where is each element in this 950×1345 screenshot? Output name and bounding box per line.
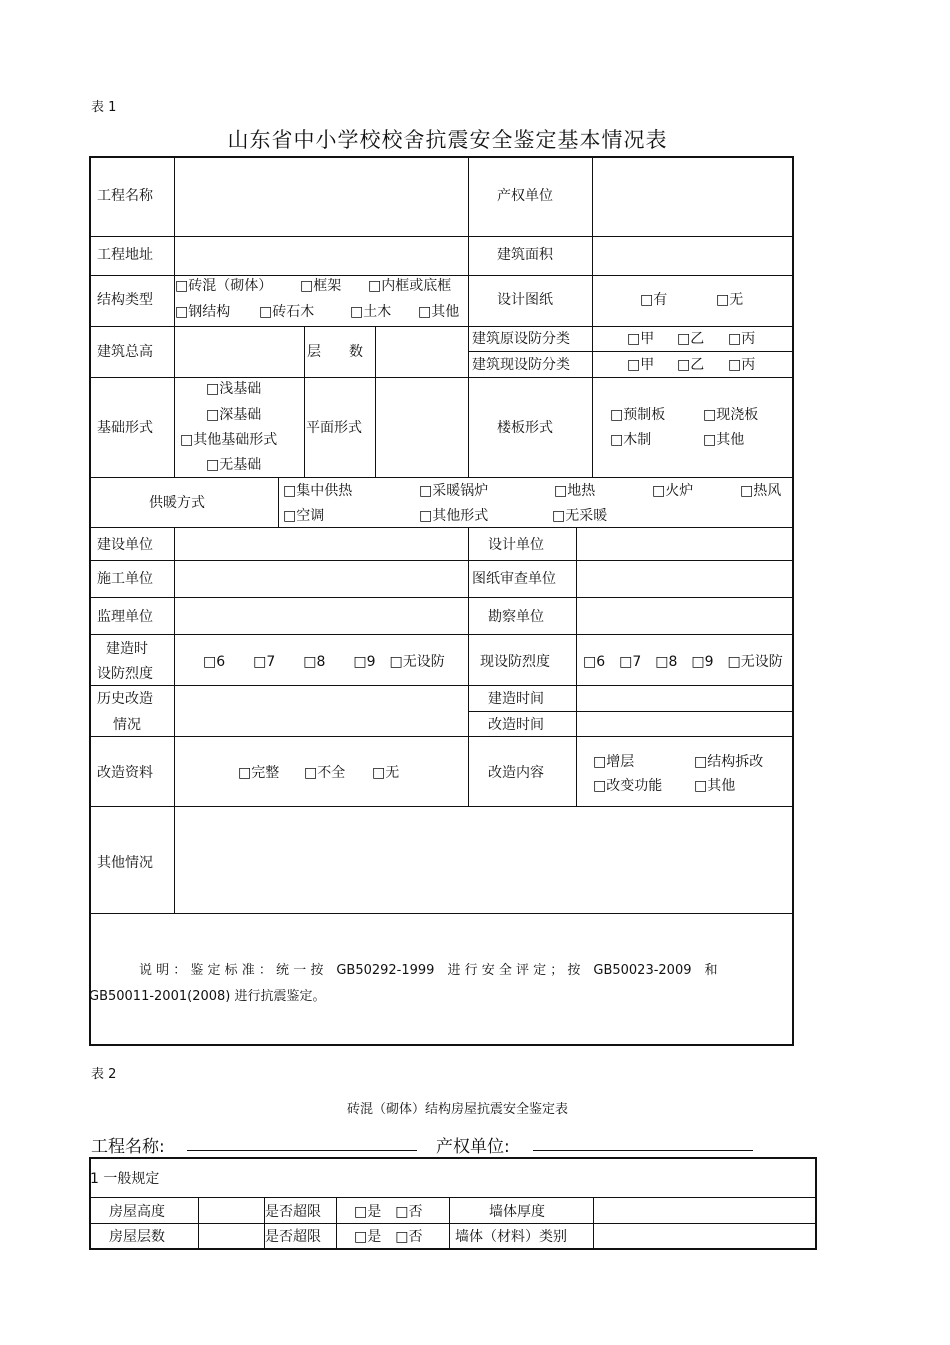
- page-title: 山东省中小学校校舍抗震安全鉴定基本情况表: [227, 128, 668, 152]
- label-address: 工程地址: [97, 247, 153, 263]
- label-wall-thickness: 墙体厚度: [489, 1204, 545, 1220]
- opt-stove[interactable]: □火炉: [652, 483, 694, 499]
- label-constructor: 施工单位: [97, 571, 153, 587]
- label-build-time: 建造时间: [488, 691, 544, 707]
- note-line-1: 说 明 ： 鉴 定 标 准 ： 统 一 按 GB50292-1999 进 行 安 全 评 定 ； 按 GB50023-2009 和: [139, 963, 718, 978]
- label-floor-slab: 楼板形式: [497, 420, 553, 436]
- opt-hot-air[interactable]: □热风: [740, 483, 782, 499]
- opt-curr-c[interactable]: □丙: [728, 357, 756, 373]
- opt-orig-b[interactable]: □乙: [677, 331, 705, 347]
- label-owner: 产权单位: [497, 188, 553, 204]
- opt-precast[interactable]: □预制板: [610, 407, 666, 423]
- label-renovate-time: 改造时间: [488, 717, 544, 733]
- opt-exceed-2[interactable]: □是 □否: [354, 1229, 423, 1245]
- section-general: 1 一般规定: [90, 1171, 160, 1187]
- label-orig-fortify: 建筑原设防分类: [472, 331, 570, 347]
- opt-central-heating[interactable]: □集中供热: [283, 483, 353, 499]
- opt-aircon[interactable]: □空调: [283, 508, 325, 524]
- opt-structure-other[interactable]: □其他: [418, 304, 460, 320]
- table1-label: 表 1: [91, 100, 117, 115]
- opt-function-change[interactable]: □改变功能: [593, 778, 663, 794]
- table2-owner-label: 产权单位:: [436, 1137, 510, 1157]
- table2-title: 砖混（砌体）结构房屋抗震安全鉴定表: [346, 1102, 568, 1117]
- opt-orig-c[interactable]: □丙: [728, 331, 756, 347]
- label-build-intensity-2: 设防烈度: [97, 666, 153, 682]
- opt-structure-change[interactable]: □结构拆改: [694, 754, 764, 770]
- label-exceed-2: 是否超限: [265, 1229, 321, 1245]
- label-floors: 层 数: [307, 344, 363, 360]
- label-house-floors: 房屋层数: [109, 1229, 165, 1245]
- label-renovate-content: 改造内容: [488, 765, 544, 781]
- opt-drawings-yes[interactable]: □有: [640, 292, 668, 308]
- opt-curr-intensity[interactable]: □6 □7 □8 □9 □无设防: [583, 654, 783, 670]
- opt-wood-slab[interactable]: □木制: [610, 432, 652, 448]
- masonry-table: [89, 1157, 817, 1250]
- opt-other-heating[interactable]: □其他形式: [419, 508, 489, 524]
- label-build-intensity-1: 建造时: [106, 641, 148, 657]
- opt-drawings-no[interactable]: □无: [716, 292, 744, 308]
- table2-project-name-label: 工程名称:: [91, 1137, 165, 1157]
- opt-docs-none[interactable]: □无: [372, 765, 400, 781]
- opt-no-foundation[interactable]: □无基础: [206, 457, 262, 473]
- label-supervisor: 监理单位: [97, 609, 153, 625]
- label-survey: 勘察单位: [488, 609, 544, 625]
- label-builder: 建设单位: [97, 537, 153, 553]
- opt-floor-heating[interactable]: □地热: [554, 483, 596, 499]
- label-designer: 设计单位: [488, 537, 544, 553]
- opt-exceed-1[interactable]: □是 □否: [354, 1204, 423, 1220]
- opt-shallow[interactable]: □浅基础: [206, 381, 262, 397]
- opt-inner-frame[interactable]: □内框或底框: [368, 278, 452, 294]
- opt-boiler[interactable]: □采暖锅炉: [419, 483, 489, 499]
- label-structure-type: 结构类型: [97, 292, 153, 308]
- label-foundation: 基础形式: [97, 420, 153, 436]
- label-plan-form: 平面形式: [306, 420, 362, 436]
- label-drawing-review: 图纸审查单位: [472, 571, 556, 587]
- label-area: 建筑面积: [497, 247, 553, 263]
- opt-steel[interactable]: □钢结构: [175, 304, 231, 320]
- label-other: 其他情况: [97, 855, 153, 871]
- label-exceed-1: 是否超限: [265, 1204, 321, 1220]
- label-renovate-docs: 改造资料: [97, 765, 153, 781]
- opt-content-other[interactable]: □其他: [694, 778, 736, 794]
- label-total-height: 建筑总高: [97, 344, 153, 360]
- opt-no-heating[interactable]: □无采暖: [552, 508, 608, 524]
- opt-build-intensity[interactable]: □6 □7 □8 □9 □无设防: [203, 654, 445, 670]
- table2-label: 表 2: [91, 1067, 117, 1082]
- opt-other-foundation[interactable]: □其他基础形式: [180, 432, 278, 448]
- opt-cast-in-place[interactable]: □现浇板: [703, 407, 759, 423]
- opt-earth-wood[interactable]: □土木: [350, 304, 392, 320]
- note-line-2: GB50011-2001(2008) 进行抗震鉴定。: [89, 989, 326, 1004]
- opt-frame[interactable]: □框架: [300, 278, 342, 294]
- owner-line[interactable]: [533, 1150, 753, 1151]
- opt-orig-a[interactable]: □甲: [627, 331, 655, 347]
- opt-deep[interactable]: □深基础: [206, 407, 262, 423]
- label-curr-fortify: 建筑现设防分类: [472, 357, 570, 373]
- opt-docs-partial[interactable]: □不全: [304, 765, 346, 781]
- opt-docs-complete[interactable]: □完整: [238, 765, 280, 781]
- label-curr-intensity: 现设防烈度: [480, 654, 550, 670]
- label-house-height: 房屋高度: [109, 1204, 165, 1220]
- label-project-name: 工程名称: [97, 188, 153, 204]
- opt-curr-b[interactable]: □乙: [677, 357, 705, 373]
- opt-curr-a[interactable]: □甲: [627, 357, 655, 373]
- basic-info-table: [89, 156, 794, 1046]
- opt-slab-other[interactable]: □其他: [703, 432, 745, 448]
- label-history-2: 情况: [113, 717, 141, 733]
- opt-brick-masonry[interactable]: □砖混（砌体）: [175, 278, 273, 294]
- project-name-line[interactable]: [187, 1150, 417, 1151]
- label-history-1: 历史改造: [97, 691, 153, 707]
- label-wall-material: 墙体（材料）类别: [455, 1229, 567, 1245]
- opt-add-floor[interactable]: □增层: [593, 754, 635, 770]
- opt-brick-stone-wood[interactable]: □砖石木: [259, 304, 315, 320]
- label-heating: 供暖方式: [149, 495, 205, 511]
- label-design-drawings: 设计图纸: [497, 292, 553, 308]
